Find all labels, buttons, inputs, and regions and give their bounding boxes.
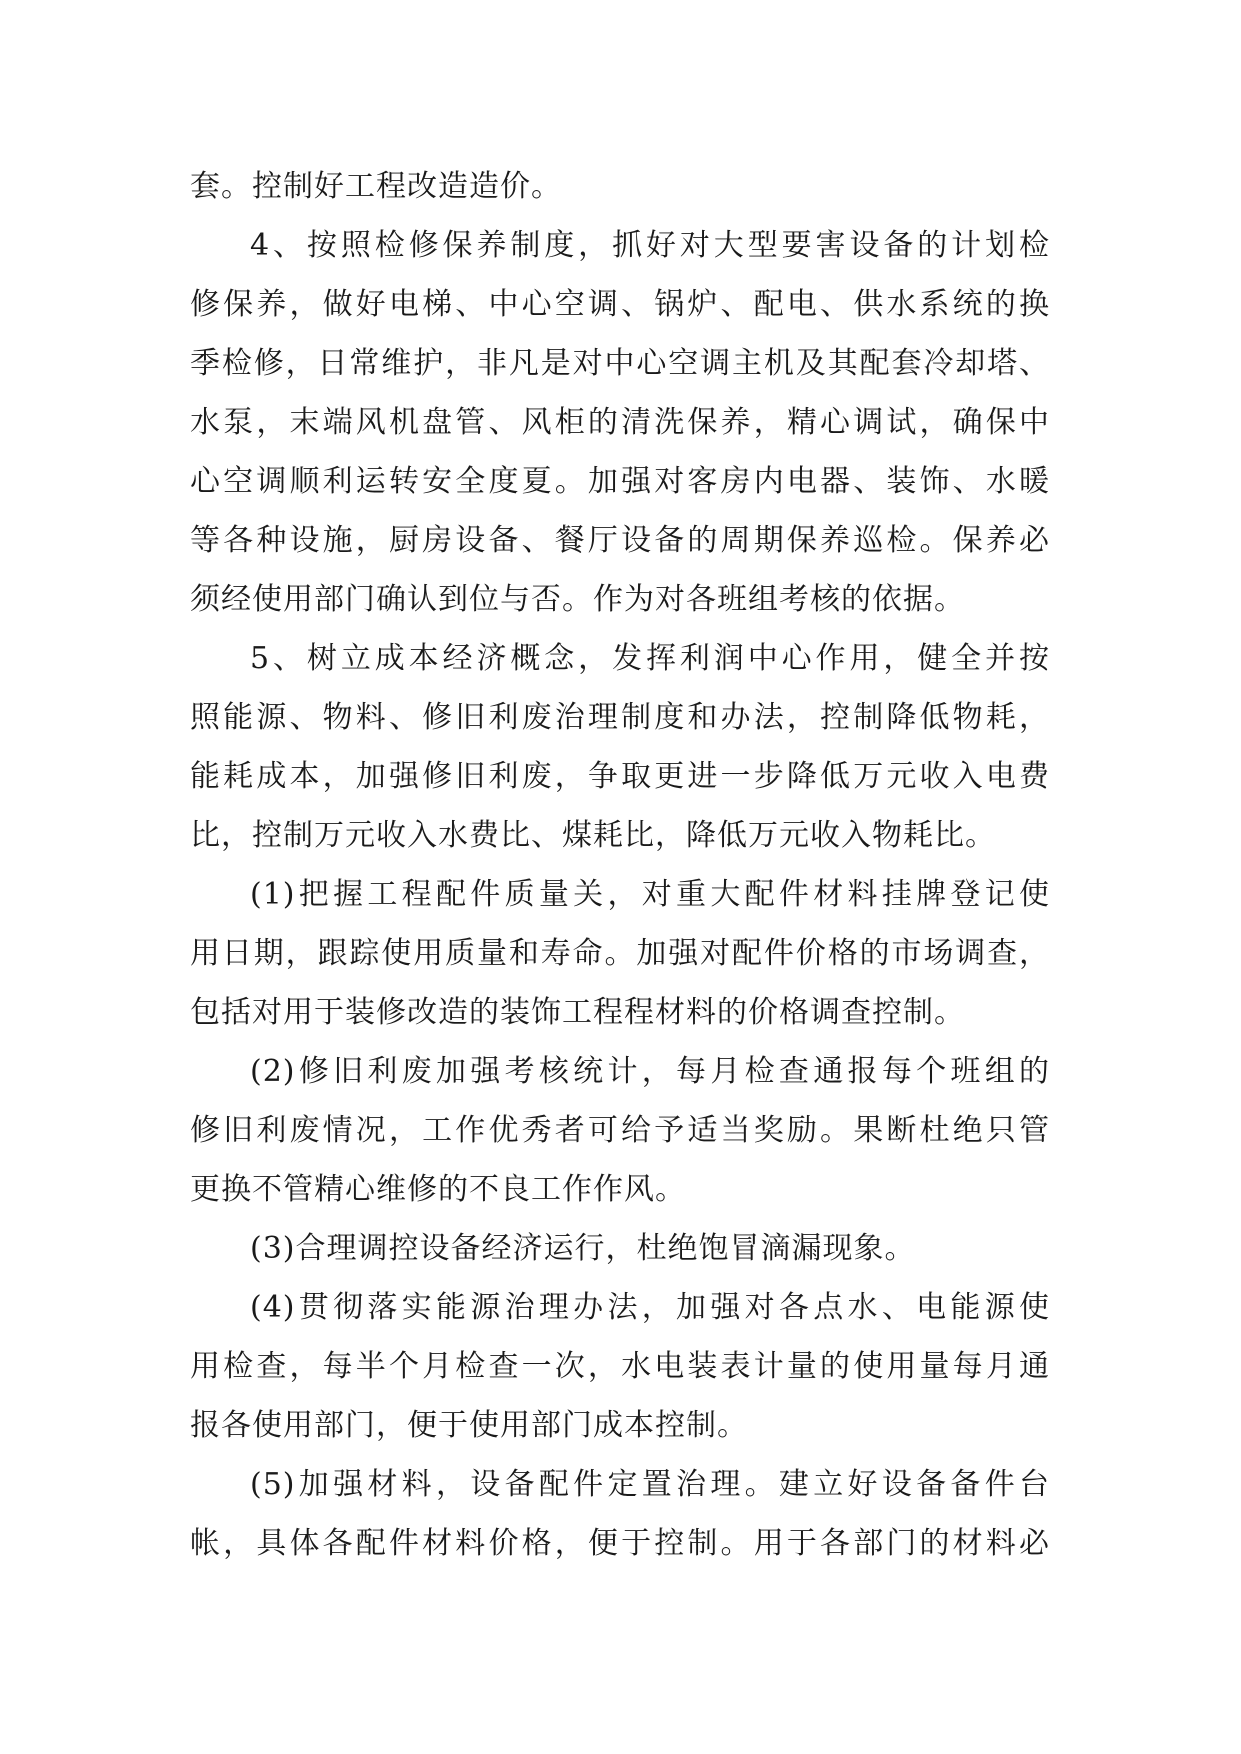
text-line: 包括对用于装修改造的装饰工程程材料的价格调查控制。 <box>190 995 965 1030</box>
document-body <box>190 157 1050 1573</box>
paragraph-item-4 <box>190 216 1050 629</box>
text-line: 5、树立成本经济概念，发挥利润中心作用，健全并按 <box>250 641 1050 676</box>
paragraph-continuation <box>190 157 1050 216</box>
text-line: 等各种设施，厨房设备、餐厅设备的周期保养巡检。保养必 <box>190 523 1050 558</box>
text-line: 能耗成本，加强修旧利废，争取更进一步降低万元收入电费 <box>190 759 1050 794</box>
text-line: 用日期，跟踪使用质量和寿命。加强对配件价格的市场调查， <box>190 936 1050 971</box>
text-line: (3)合理调控设备经济运行，杜绝饱冒滴漏现象。 <box>250 1231 916 1266</box>
paragraph-item-5 <box>190 629 1050 865</box>
text-line: 季检修，日常维护，非凡是对中心空调主机及其配套冷却塔、 <box>190 346 1050 381</box>
text-line: (2)修旧利废加强考核统计，每月检查通报每个班组的 <box>250 1054 1050 1089</box>
text-line: 须经使用部门确认到位与否。作为对各班组考核的依据。 <box>190 582 965 617</box>
text-line: 套。控制好工程改造造价。 <box>190 169 562 204</box>
text-line: (1)把握工程配件质量关，对重大配件材料挂牌登记使 <box>250 877 1050 912</box>
text-line: 照能源、物料、修旧利废治理制度和办法，控制降低物耗， <box>190 700 1050 735</box>
text-line: (4)贯彻落实能源治理办法，加强对各点水、电能源使 <box>250 1290 1050 1325</box>
text-line: 心空调顺利运转安全度夏。加强对客房内电器、装饰、水暖 <box>190 464 1050 499</box>
paragraph-sub-5 <box>190 1455 1050 1573</box>
text-line: 报各使用部门，便于使用部门成本控制。 <box>190 1408 748 1443</box>
paragraph-sub-2 <box>190 1042 1050 1219</box>
text-line: 4、按照检修保养制度，抓好对大型要害设备的计划检 <box>250 228 1050 263</box>
text-line: 修保养，做好电梯、中心空调、锅炉、配电、供水系统的换 <box>190 287 1050 322</box>
text-line: 用检查，每半个月检查一次，水电装表计量的使用量每月通 <box>190 1349 1050 1384</box>
paragraph-sub-4 <box>190 1278 1050 1455</box>
paragraph-sub-3 <box>190 1219 1050 1278</box>
text-line: 更换不管精心维修的不良工作作风。 <box>190 1172 686 1207</box>
text-line: (5)加强材料，设备配件定置治理。建立好设备备件台 <box>250 1467 1050 1502</box>
paragraph-sub-1 <box>190 865 1050 1042</box>
text-line: 帐，具体各配件材料价格，便于控制。用于各部门的材料必 <box>190 1526 1050 1561</box>
text-line: 修旧利废情况，工作优秀者可给予适当奖励。果断杜绝只管 <box>190 1113 1050 1148</box>
text-line: 水泵，末端风机盘管、风柜的清洗保养，精心调试，确保中 <box>190 405 1050 440</box>
text-line: 比，控制万元收入水费比、煤耗比，降低万元收入物耗比。 <box>190 818 996 853</box>
